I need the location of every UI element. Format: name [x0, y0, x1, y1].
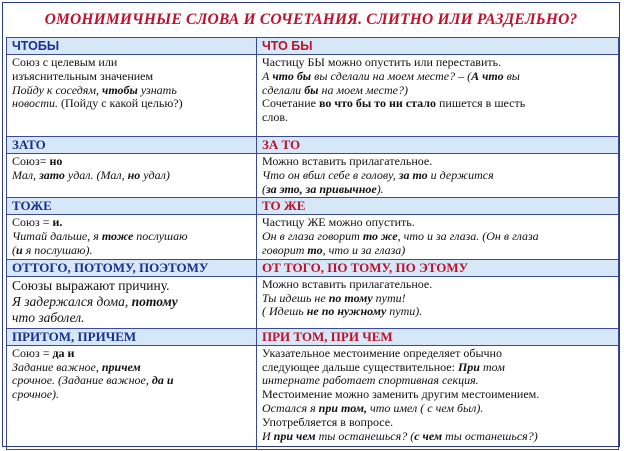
example-text: Что он вбил себе в голову, за то и держится: [262, 167, 494, 182]
rules-table: [6, 37, 619, 450]
cell-text: Союз = и.: [12, 215, 63, 230]
example-text: сделали бы на моем месте?): [262, 82, 408, 97]
right-cell: [257, 55, 619, 137]
example-text: новости. (Пойду с какой целью?): [12, 96, 183, 111]
cell-text: Частицу ЖЕ можно опустить.: [262, 215, 415, 230]
left-cell: [7, 345, 257, 449]
cell-text: изъяснительным значением: [12, 68, 154, 83]
cell-text: Указательное местоимение определяет обычно: [262, 345, 502, 360]
right-cell: [257, 345, 619, 449]
table-row-header: [7, 137, 619, 154]
cell-text: слов.: [262, 110, 288, 125]
left-cell: [7, 215, 257, 259]
left-cell: [7, 276, 257, 328]
example-text: И при чем ты останешься? (с чем ты останешься?): [262, 428, 538, 443]
table-row: [7, 154, 619, 198]
cell-text: следующее дальше существительное: При том: [262, 359, 505, 374]
cell-text: Можно вставить прилагательное.: [262, 154, 433, 168]
cell-text: Союзы выражают причину.: [12, 277, 170, 293]
left-heading: ПРИТОМ, ПРИЧЕМ: [7, 328, 257, 345]
example-text: Ты идешь не по тому пути!: [262, 290, 406, 305]
example-text: Я задержался дома, потому: [12, 293, 178, 309]
cell-text: Частицу БЫ можно опустить или переставить.: [262, 55, 502, 69]
table-row-header: [7, 259, 619, 276]
right-cell: [257, 276, 619, 328]
table-row: [7, 215, 619, 259]
cell-text: Употребляется в вопросе.: [262, 414, 394, 429]
cell-text: Союз= но: [12, 154, 63, 168]
right-heading: ТО ЖЕ: [257, 198, 619, 215]
table-row: [7, 276, 619, 328]
example-text: Он в глаза говорит то же, что и за глаза. (Он в глаза: [262, 229, 539, 244]
table-row: [7, 55, 619, 137]
table-row-header: [7, 198, 619, 215]
cell-text: Местоимение можно заменить другим местоимением.: [262, 387, 540, 402]
example-text: что заболел.: [12, 309, 85, 325]
table-row: [7, 345, 619, 449]
right-heading: ОТ ТОГО, ПО ТОМУ, ПО ЭТОМУ: [257, 259, 619, 276]
example-text: Мал, зато удал. (Мал, но удал): [12, 167, 170, 182]
right-cell: [257, 215, 619, 259]
example-text: (за это, за привычное).: [262, 181, 384, 196]
rules-card: [2, 2, 620, 447]
left-heading: ЧТОБЫ: [7, 38, 257, 55]
example-text: Остался я при том, что имел ( с чем был).: [262, 400, 484, 415]
left-heading: ОТТОГО, ПОТОМУ, ПОЭТОМУ: [7, 259, 257, 276]
cell-text: Союз с целевым или: [12, 55, 118, 69]
example-text: А что бы вы сделали на моем месте? – (А что вы: [262, 68, 520, 83]
cell-text: Сочетание во что бы то ни стало пишется в шесть: [262, 96, 526, 111]
page-title: ОМОНИМИЧНЫЕ СЛОВА И СОЧЕТАНИЯ. СЛИТНО ИЛИ РАЗДЕЛЬНО?: [44, 10, 578, 28]
cell-text: Можно вставить прилагательное.: [262, 276, 433, 291]
example-text: (и я послушаю).: [12, 242, 93, 257]
example-text: ( Идешь не по нужному пути).: [262, 304, 423, 319]
right-heading: ЧТО БЫ: [257, 38, 619, 55]
example-text: говорит то, что и за глаза): [262, 242, 406, 257]
right-heading: ПРИ ТОМ, ПРИ ЧЕМ: [257, 328, 619, 345]
example-text: интернате работает спортивная секция.: [262, 373, 479, 388]
right-heading: ЗА ТО: [257, 137, 619, 154]
left-cell: [7, 154, 257, 198]
right-cell: [257, 154, 619, 198]
left-heading: ТОЖЕ: [7, 198, 257, 215]
example-text: срочное. (Задание важное, да и: [12, 373, 174, 388]
example-text: Читай дальше, я тоже послушаю: [12, 229, 188, 244]
table-row-header: [7, 328, 619, 345]
example-text: Пойду к соседям, чтобы узнать: [12, 82, 177, 97]
example-text: срочное).: [12, 387, 60, 402]
table-row-header: [7, 38, 619, 55]
example-text: Задание важное, причем: [12, 359, 141, 374]
left-cell: [7, 55, 257, 137]
cell-text: Союз = да и: [12, 345, 75, 360]
left-heading: ЗАТО: [7, 137, 257, 154]
